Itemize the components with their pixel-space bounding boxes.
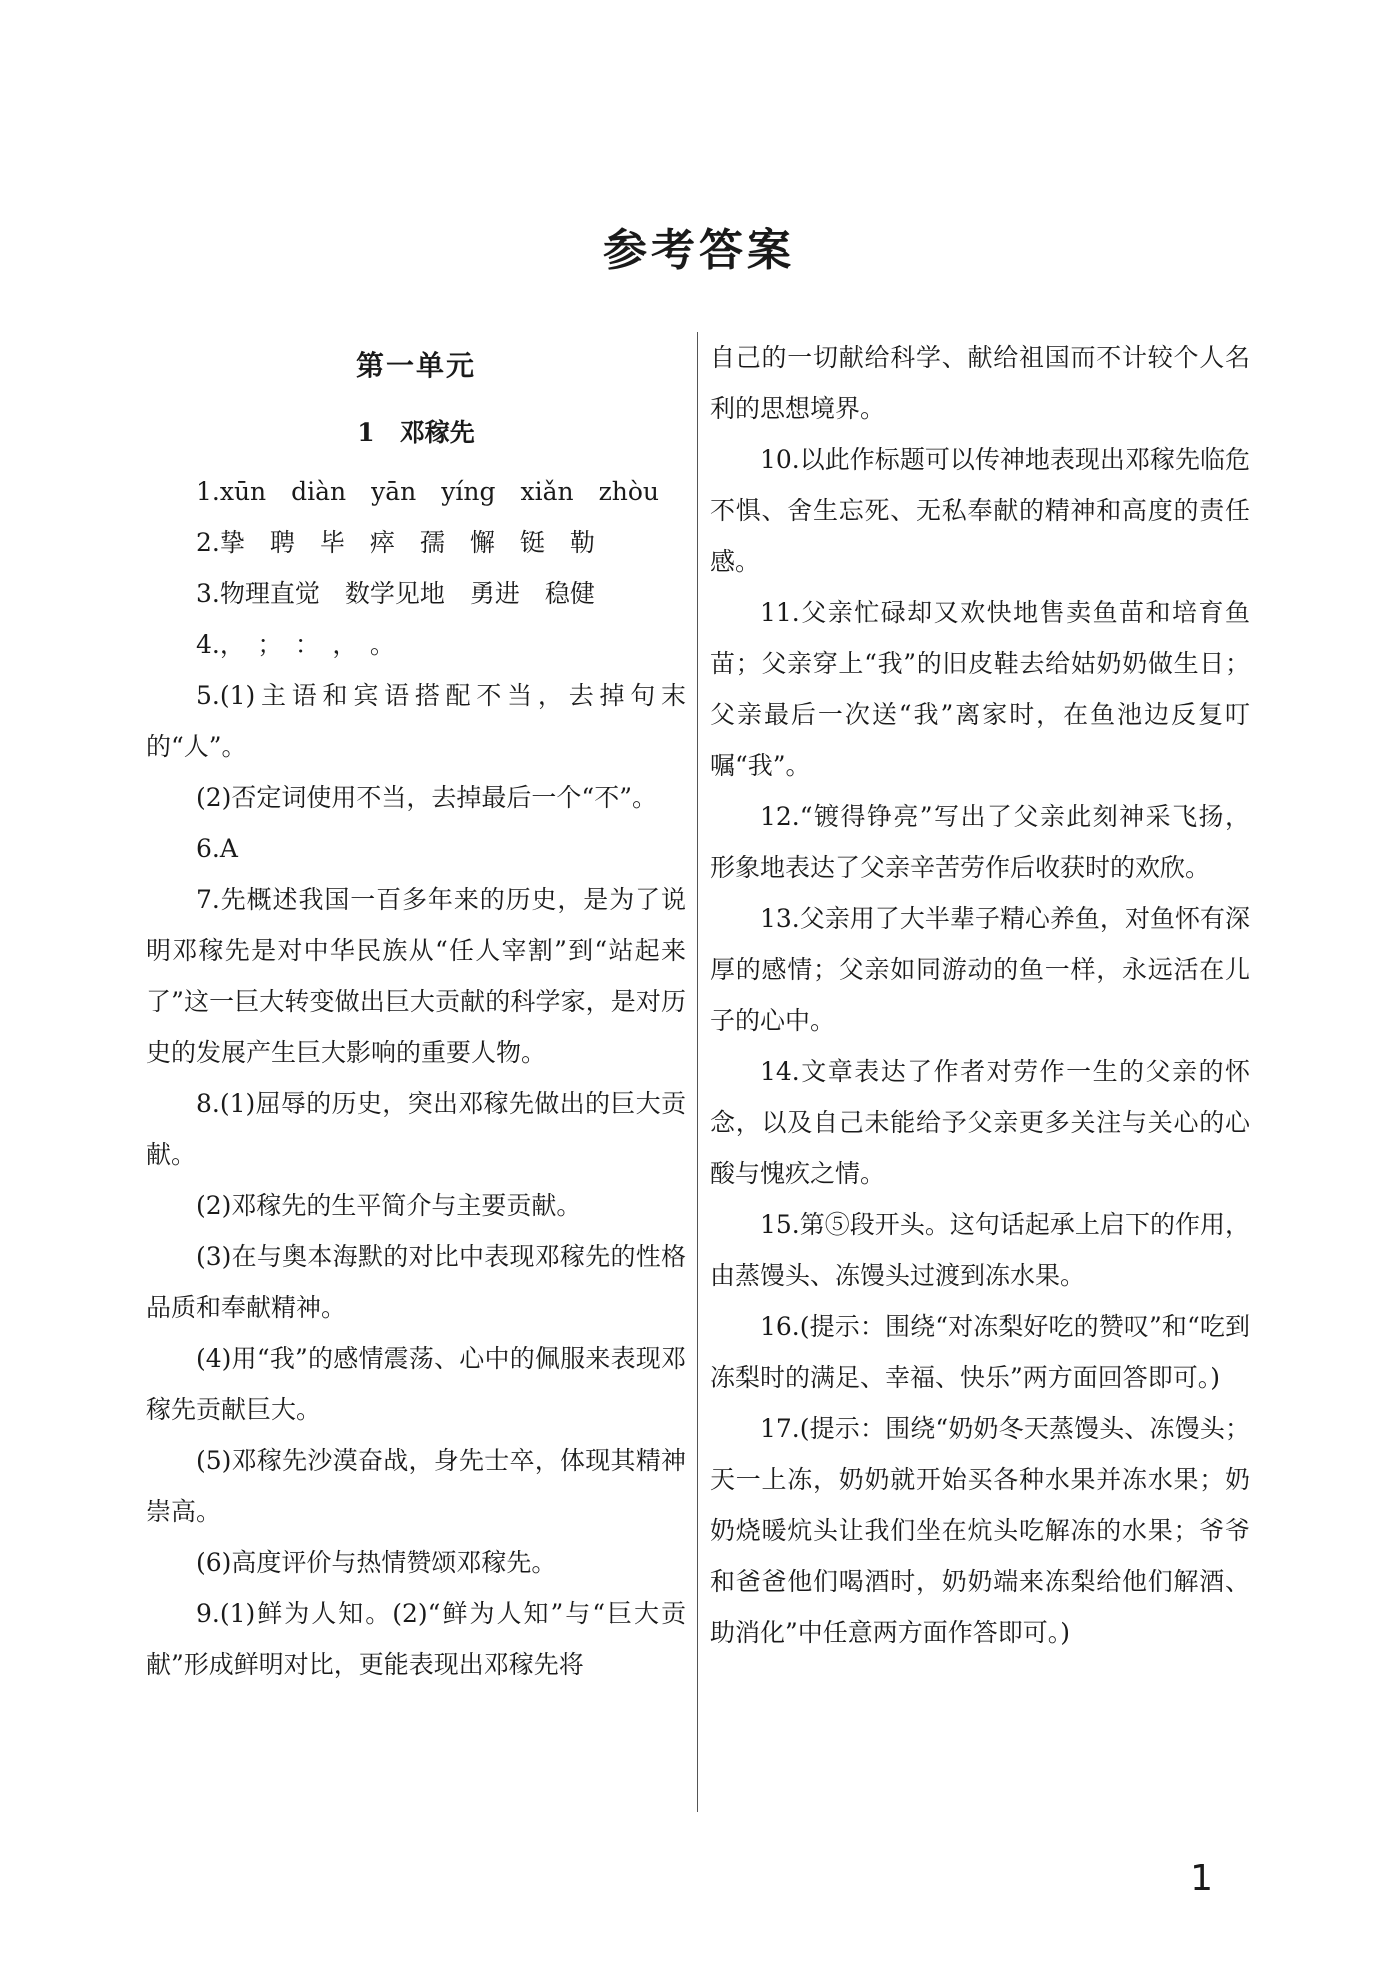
answer-2: 2.挚 聘 毕 瘁 孺 懈 铤 勒 — [196, 528, 595, 557]
left-column — [146, 332, 686, 1690]
answer-8-6: (6)高度评价与热情赞颂邓稼先。 — [196, 1548, 557, 1577]
answer-15: 15.第⑤段开头。这句话起承上启下的作用，由蒸馒头、冻馒头过渡到冻水果。 — [710, 1210, 1250, 1290]
answer-5-2: (2)否定词使用不当，去掉最后一个“不”。 — [196, 783, 657, 812]
answer-3: 3.物理直觉 数学见地 勇进 稳健 — [196, 579, 595, 608]
page-number: 1 — [1190, 1858, 1213, 1899]
answer-6: 6.A — [196, 834, 238, 863]
column-divider — [697, 332, 698, 1812]
answer-12: 12.“镀得铮亮”写出了父亲此刻神采飞扬，形象地表达了父亲辛苦劳作后收获时的欢欣。 — [710, 802, 1250, 882]
answer-8-4: (4)用“我”的感情震荡、心中的佩服来表现邓稼先贡献巨大。 — [146, 1344, 686, 1424]
answer-16: 16.(提示：围绕“对冻梨好吃的赞叹”和“吃到冻梨时的满足、幸福、快乐”两方面回答即可。) — [710, 1312, 1250, 1392]
answer-4: 4.， ； ： ， 。 — [196, 630, 395, 659]
unit-title: 第一单元 — [355, 349, 476, 382]
answer-8-1: 8.(1)屈辱的历史，突出邓稼先做出的巨大贡献。 — [146, 1089, 686, 1169]
answer-1: 1.xūn diàn yān yíng xiǎn zhòu — [196, 477, 660, 506]
answer-17: 17.(提示：围绕“奶奶冬天蒸馒头、冻馒头；天一上冻，奶奶就开始买各种水果并冻水果；奶奶烧暖炕头让我们坐在炕头吃解冻的水果；爷爷和爸爸他们喝酒时，奶奶端来冻梨给他们解酒、助消化”中任意两方面作答即可。) — [710, 1414, 1250, 1647]
page-title: 参考答案 — [603, 225, 795, 276]
right-column — [710, 332, 1250, 1658]
answer-11: 11.父亲忙碌却又欢快地售卖鱼苗和培育鱼苗；父亲穿上“我”的旧皮鞋去给姑奶奶做生日；父亲最后一次送“我”离家时，在鱼池边反复叮嘱“我”。 — [710, 598, 1250, 780]
answer-8-5: (5)邓稼先沙漠奋战，身先士卒，体现其精神崇高。 — [146, 1446, 686, 1526]
answer-13: 13.父亲用了大半辈子精心养鱼，对鱼怀有深厚的感情；父亲如同游动的鱼一样，永远活在儿子的心中。 — [710, 904, 1250, 1035]
answer-7: 7.先概述我国一百多年来的历史，是为了说明邓稼先是对中华民族从“任人宰割”到“站起来了”这一巨大转变做出巨大贡献的科学家，是对历史的发展产生巨大影响的重要人物。 — [146, 885, 686, 1067]
answer-8-3: (3)在与奥本海默的对比中表现邓稼先的性格品质和奉献精神。 — [146, 1242, 686, 1322]
answer-14: 14.文章表达了作者对劳作一生的父亲的怀念，以及自己未能给予父亲更多关注与关心的心酸与愧疚之情。 — [710, 1057, 1250, 1188]
answer-9-continued: 自己的一切献给科学、献给祖国而不计较个人名利的思想境界。 — [710, 343, 1250, 423]
lesson-title: 1 邓稼先 — [357, 418, 475, 447]
answer-9: 9.(1)鲜为人知。(2)“鲜为人知”与“巨大贡献”形成鲜明对比，更能表现出邓稼先将 — [146, 1599, 686, 1679]
answer-8-2: (2)邓稼先的生平简介与主要贡献。 — [196, 1191, 582, 1220]
answer-5-1: 5.(1)主语和宾语搭配不当，去掉句末的“人”。 — [146, 681, 686, 761]
answer-10: 10.以此作标题可以传神地表现出邓稼先临危不惧、舍生忘死、无私奉献的精神和高度的责任感。 — [710, 445, 1250, 576]
